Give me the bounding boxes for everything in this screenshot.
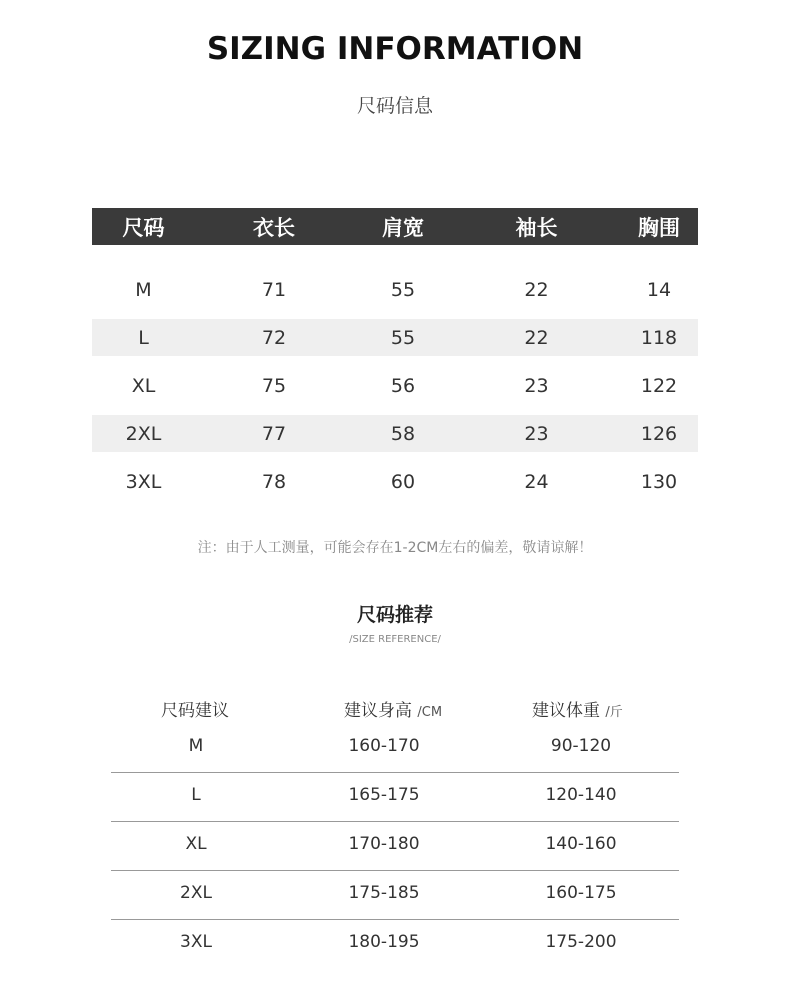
measurement-note: 注：由于人工测量，可能会存在1-2CM左右的偏差，敬请谅解！: [197, 540, 593, 556]
recommend-title: 尺码推荐: [356, 604, 433, 626]
cell-size: XL: [131, 374, 156, 397]
header-chest: 胸围: [638, 215, 680, 240]
cell-weight: 160-175: [545, 883, 617, 903]
header-size: 尺码: [122, 215, 165, 240]
cell-weight: 120-140: [545, 785, 617, 805]
cell-sleeve: 22: [524, 326, 549, 349]
cell-size: 2XL: [125, 422, 162, 445]
height-unit: /CM: [417, 705, 443, 720]
cell-sleeve: 23: [524, 374, 549, 397]
cell-weight: 90-120: [550, 736, 612, 756]
cell-size: L: [191, 785, 201, 805]
recommend-subtitle: /SIZE REFERENCE/: [349, 634, 441, 645]
table-row: [111, 773, 679, 822]
cell-length: 71: [261, 278, 287, 301]
cell-chest: 118: [640, 326, 678, 349]
cell-shoulder: 56: [390, 374, 416, 397]
size-table: [92, 208, 698, 500]
cell-shoulder: 60: [390, 470, 416, 493]
cell-chest: 122: [640, 374, 678, 397]
table-row: [92, 271, 698, 308]
table-row: [111, 920, 679, 968]
cell-sleeve: 23: [524, 422, 549, 445]
cell-size: 2XL: [180, 883, 212, 903]
cell-height: 165-175: [348, 785, 420, 805]
cell-height: 180-195: [348, 932, 420, 952]
cell-chest: 126: [640, 422, 678, 445]
cell-sleeve: 24: [524, 470, 549, 493]
cell-size: 3XL: [125, 470, 162, 493]
cell-size: L: [138, 326, 149, 349]
recommend-table: [111, 690, 679, 968]
cell-shoulder: 58: [390, 422, 416, 445]
cell-length: 72: [261, 326, 287, 349]
cell-length: 75: [261, 374, 287, 397]
cell-chest: 130: [640, 470, 678, 493]
table-row: [92, 367, 698, 404]
weight-unit: /斤: [605, 705, 623, 720]
cell-height: 175-185: [348, 883, 420, 903]
cell-shoulder: 55: [390, 326, 416, 349]
header-shoulder: 肩宽: [382, 215, 424, 240]
header-sleeve: 袖长: [515, 215, 558, 240]
cell-height: 170-180: [348, 834, 420, 854]
cell-weight: 175-200: [545, 932, 617, 952]
cell-shoulder: 55: [390, 278, 416, 301]
cell-size: XL: [185, 834, 207, 854]
table-row: [111, 726, 679, 773]
cell-height: 160-170: [348, 736, 420, 756]
size-table-header: [92, 208, 698, 245]
table-row: [92, 415, 698, 452]
header-suggested-size: 尺码建议: [161, 701, 229, 721]
cell-size: 3XL: [180, 932, 212, 952]
cell-size: M: [135, 278, 152, 301]
cell-chest: 14: [646, 278, 672, 301]
page-title: SIZING INFORMATION: [206, 31, 584, 67]
cell-size: M: [188, 736, 204, 756]
cell-sleeve: 22: [524, 278, 549, 301]
cell-length: 77: [261, 422, 287, 445]
table-row: [92, 463, 698, 500]
header-length: 衣长: [253, 215, 295, 240]
table-row: [111, 822, 679, 871]
recommend-table-header: [111, 690, 679, 726]
table-row: [92, 319, 698, 356]
table-row: [111, 871, 679, 920]
header-suggested-weight: 建议体重 /斤: [532, 701, 623, 721]
cell-length: 78: [261, 470, 287, 493]
cell-weight: 140-160: [545, 834, 617, 854]
header-suggested-height: 建议身高 /CM: [344, 701, 443, 721]
page-subtitle: 尺码信息: [356, 95, 433, 117]
